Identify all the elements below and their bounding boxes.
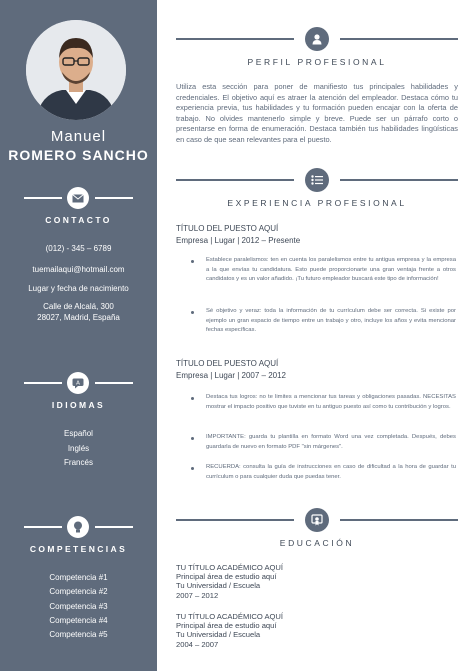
skill-item: Competencia #4 [49,616,108,625]
job-bullet: IMPORTANTE: guarda tu plantilla en formato Word una vez completada. Después, debes guardarla de nuevo en formato PDF "sin márgenes". [206,434,456,450]
bullet-dot [191,397,194,400]
study-years: 2004 – 2007 [176,639,219,649]
education-title: EDUCACIÓN [279,538,355,548]
bullet-dot [191,311,194,314]
job-bullet: RECUERDA: consulta la guía de instrucciones en caso de dificultad a la hora de guardar tu currículum o para cualquier duda que puedas tener. [206,464,456,480]
phone: (012) - 345 – 6789 [45,244,112,253]
email[interactable]: tuemailaqui@hotmail.com [32,265,125,274]
study-area: Principal área de estudio aquí [176,572,277,582]
language-item: Español [64,429,93,438]
language-item: Inglés [67,444,90,453]
bullet-dot [191,467,194,470]
education-entry [176,563,283,600]
contact-divider [0,187,157,209]
skill-item: Competencia #2 [49,587,108,596]
contact-title: CONTACTO [45,215,112,225]
certificate-icon [305,508,329,532]
list-icon [305,168,329,192]
education-divider [176,508,458,532]
profile-photo [26,20,126,120]
job-title: TÍTULO DEL PUESTO AQUÍ [176,224,279,233]
sidebar [0,0,157,671]
experience-title: EXPERIENCIA PROFESIONAL [227,198,407,208]
skills-divider [0,516,157,538]
job-bullet: Sé objetivo y veraz: toda la información de tu currículum debe ser correcta. Si existe por ejemplo un gran espacio de tiempo entre un trabajo y otro, incluye los años y evita mencionar fechas específicas. [206,308,456,334]
svg-text:A: A [76,380,80,386]
degree-title: TU TÍTULO ACADÉMICO AQUÍ [176,612,284,621]
skill-item: Competencia #3 [49,602,108,611]
profile-text: Utiliza esta sección para poner de manifiesto tus principales habilidades y credenciales. El objetivo aquí es atraer la atención del empleador. Destaca cómo tu experiencia previa, tus habilidades y tu formación pueden encajar con la oferta de trabajo. No olvides mantenerlo simple y breve. Puede ser un párrafo corto o presentarse en forma de enumeración. Destaca también tus habilidades lingüísticas en caso de que sean relevantes para el puesto. [176,82,458,144]
language-item: Francés [64,458,93,467]
languages-title: IDIOMAS [51,400,106,410]
languages-divider [0,372,157,394]
envelope-icon [67,187,89,209]
study-years: 2007 – 2012 [176,590,219,600]
address-line2: 28027, Madrid, España [37,313,120,322]
bullet-dot [191,437,194,440]
language-icon [67,372,89,394]
skill-item: Competencia #5 [49,630,108,639]
job-bullet: Establece paralelismos: ten en cuenta los paralelismos entre tu antigua empresa y la empresa a la que envías tu candidatura. Esto puede proporcionarte una gran ventaja frente a otros candidatos y es un valor añadido. ¡Tu futuro empleador buscará este tipo de información! [206,257,456,283]
experience-divider [176,168,458,192]
birth-info: Lugar y fecha de nacimiento [28,284,129,293]
lightbulb-icon [67,516,89,538]
person-icon [305,27,329,51]
job-title: TÍTULO DEL PUESTO AQUÍ [176,359,279,368]
skill-item: Competencia #1 [49,573,108,582]
school: Tu Universidad / Escuela [176,630,261,640]
study-area: Principal área de estudio aquí [176,621,277,631]
last-name: ROMERO SANCHO [8,147,149,163]
job-bullet: Destaca tus logros: no te limites a mencionar tus tareas y obligaciones pasadas. NECESITAS mostrar el impacto positivo que tuviste en tu antiguo puesto así como tu contribución y logros. [206,394,456,410]
bullet-dot [191,260,194,263]
job-subtitle: Empresa | Lugar | 2012 – Presente [176,236,301,245]
education-entry [176,612,283,649]
school: Tu Universidad / Escuela [176,581,261,591]
profile-title: PERFIL PROFESIONAL [247,57,387,67]
skills-title: COMPETENCIAS [29,544,128,554]
job-subtitle: Empresa | Lugar | 2007 – 2012 [176,371,287,380]
address-line1: Calle de Alcalá, 300 [43,302,114,311]
degree-title: TU TÍTULO ACADÉMICO AQUÍ [176,563,284,572]
first-name: Manuel [50,128,107,145]
profile-divider [176,27,458,51]
